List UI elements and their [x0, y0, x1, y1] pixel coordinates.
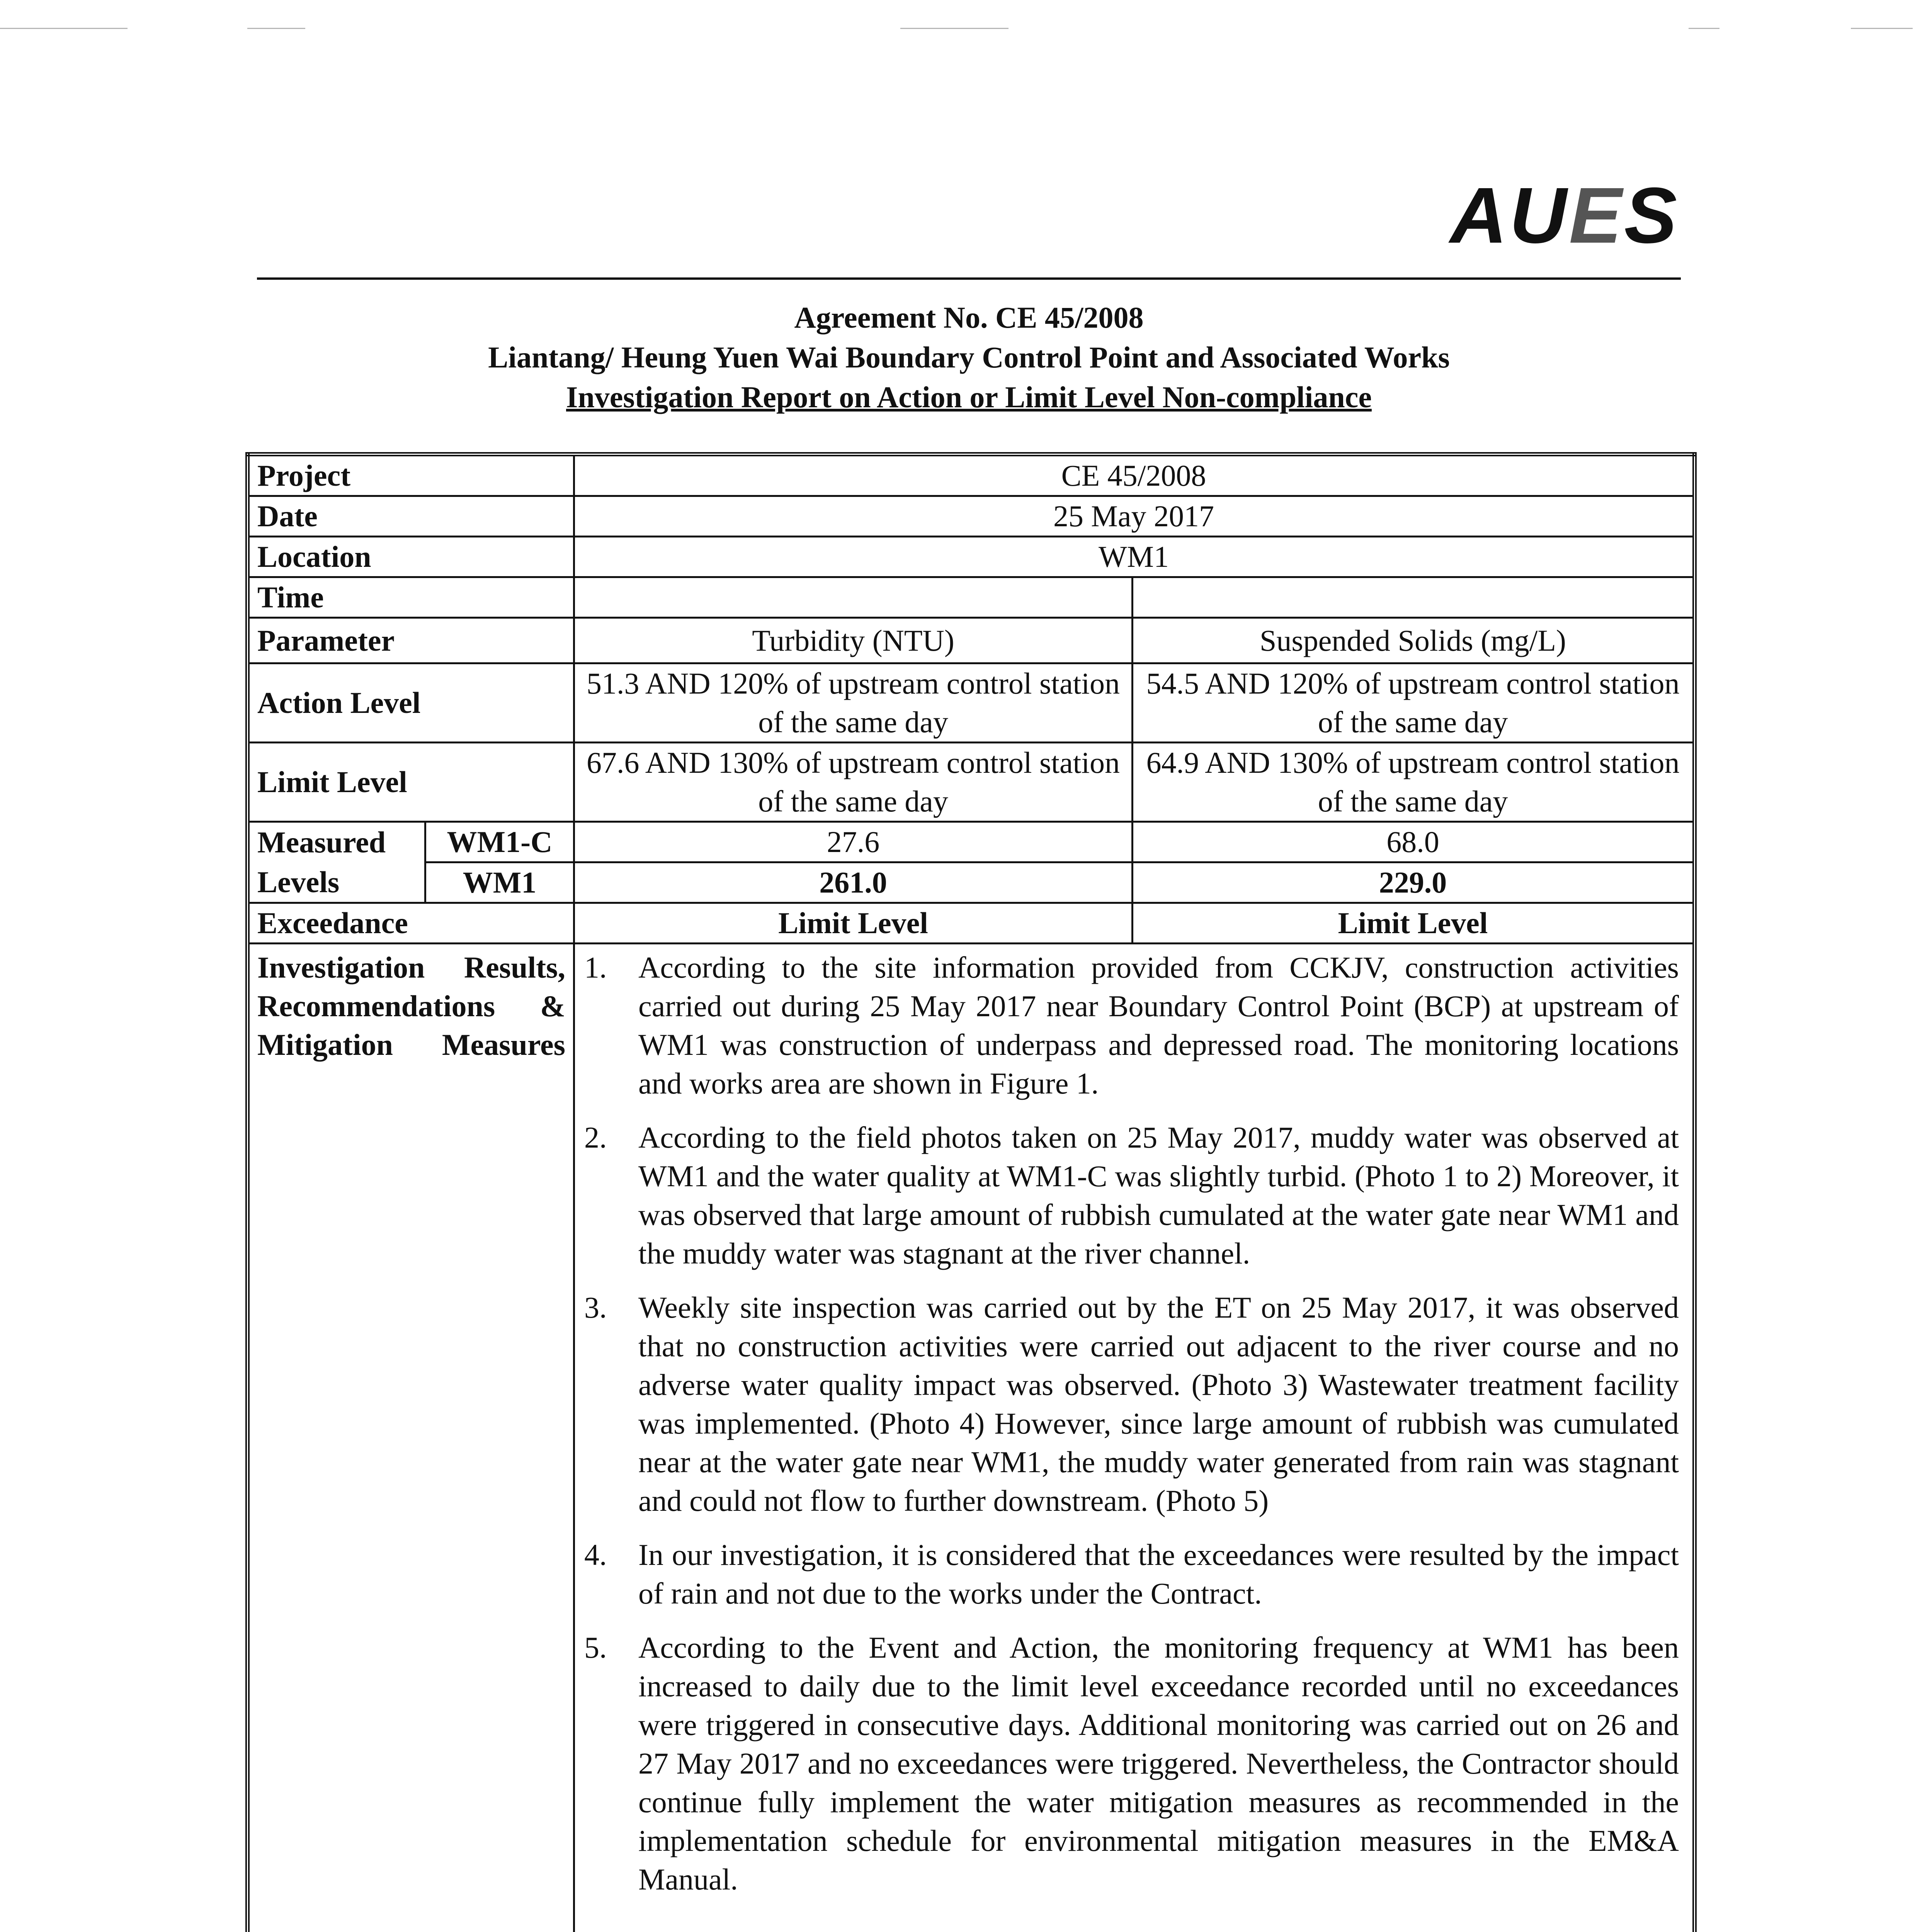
investigation-item — [584, 1628, 1679, 1899]
row-investigation — [248, 944, 1695, 1932]
investigation-item — [584, 1118, 1679, 1273]
header-rule — [257, 277, 1681, 280]
parameter-label: Parameter — [248, 618, 574, 663]
row-limit-level — [248, 743, 1695, 822]
measured-turbidity: 261.0 — [574, 862, 1133, 903]
limit-level-turbidity: 67.6 AND 130% of upstream control station of the same day — [574, 743, 1133, 822]
action-level-ss: 54.5 AND 120% of upstream control station of the same day — [1133, 663, 1695, 743]
levels-label: Levels — [248, 862, 425, 903]
scan-mark — [1689, 28, 1719, 29]
investigation-item — [584, 1536, 1679, 1613]
project-label: Project — [248, 454, 574, 496]
station-name: WM1 — [425, 862, 574, 903]
row-date — [248, 496, 1695, 537]
date-label: Date — [248, 496, 574, 537]
action-level-label: Action Level — [248, 663, 574, 743]
measured-label: Measured — [248, 822, 425, 862]
location-value: WM1 — [574, 537, 1695, 577]
report-table — [245, 452, 1697, 1932]
exceedance-ss: Limit Level — [1133, 903, 1695, 944]
investigation-item-text: According to the site information provided from CCKJV, construction activities carried out during 25 May 2017 near Boundary Control Point (BCP) at upstream of WM1 was construction of underpass and depressed road. The monitoring locations and works area are shown in Figure 1. — [638, 951, 1679, 1100]
row-project — [248, 454, 1695, 496]
investigation-item-text: In our investigation, it is considered that the exceedances were resulted by the impact of rain and not due to the works under the Contract. — [638, 1538, 1679, 1610]
limit-level-ss: 64.9 AND 130% of upstream control station of the same day — [1133, 743, 1695, 822]
investigation-item-text: According to the Event and Action, the monitoring frequency at WM1 has been increased to daily due to the limit level exceedance recorded until no exceedances were triggered in consecutive days. Additional monitoring was carried out on 26 and 27 May 2017 and no exceedances were triggered. Nevertheless, the Contractor should continue fully implement the water mitigation measures as recommended in the implementation schedule for environmental mitigation measures in the EM&A Manual. — [638, 1631, 1679, 1896]
investigation-item — [584, 948, 1679, 1103]
document-heading — [257, 298, 1681, 417]
company-logo: AUES — [1450, 171, 1679, 260]
exceedance-label: Exceedance — [248, 903, 574, 944]
measured-turbidity: 27.6 — [574, 822, 1133, 862]
row-exceedance — [248, 903, 1695, 944]
scan-mark — [247, 28, 305, 29]
time-value-ss — [1133, 577, 1695, 618]
measured-ss: 68.0 — [1133, 822, 1695, 862]
row-location — [248, 537, 1695, 577]
project-title: Liantang/ Heung Yuen Wai Boundary Control Point and Associated Works — [488, 340, 1450, 374]
agreement-number: Agreement No. CE 45/2008 — [794, 301, 1144, 334]
investigation-item-text: According to the field photos taken on 25 May 2017, muddy water was observed at WM1 and the water quality at WM1-C was slightly turbid. (Photo 1 to 2) Moreover, it was observed that large amount of rubbish cumulated at the water gate near WM1 and the muddy water was stagnant at the river channel. — [638, 1121, 1679, 1270]
scan-mark — [1851, 28, 1913, 29]
scan-mark — [900, 28, 1009, 29]
date-value: 25 May 2017 — [574, 496, 1695, 537]
investigation-list — [583, 948, 1679, 1899]
parameter-ss: Suspended Solids (mg/L) — [1133, 618, 1695, 663]
row-parameter — [248, 618, 1695, 663]
station-name: WM1-C — [425, 822, 574, 862]
row-measured-wm1c — [248, 822, 1695, 862]
measured-ss: 229.0 — [1133, 862, 1695, 903]
investigation-item-number: 5. — [584, 1631, 607, 1664]
report-title: Investigation Report on Action or Limit Level Non-compliance — [566, 380, 1372, 414]
row-time — [248, 577, 1695, 618]
investigation-item-text: Weekly site inspection was carried out by the ET on 25 May 2017, it was observed that no construction activities were carried out adjacent to the river course and no adverse water quality impact was observed. (Photo 3) Wastewater treatment facility was implemented. (Photo 4) However, since large amount of rubbish was cumulated near at the water gate near WM1, the muddy water generated from rain was stagnant and could not flow to further downstream. (Photo 5) — [638, 1291, 1679, 1517]
project-value: CE 45/2008 — [574, 454, 1695, 496]
row-measured-wm1 — [248, 862, 1695, 903]
location-label: Location — [248, 537, 574, 577]
action-level-turbidity: 51.3 AND 120% of upstream control station of the same day — [574, 663, 1133, 743]
exceedance-turbidity: Limit Level — [574, 903, 1133, 944]
time-value-turbidity — [574, 577, 1133, 618]
time-label: Time — [248, 577, 574, 618]
investigation-content — [574, 944, 1695, 1932]
scan-mark — [0, 28, 128, 29]
investigation-label: Investigation Results, Recommendations & Mitigation Measures — [248, 944, 574, 1932]
row-action-level — [248, 663, 1695, 743]
limit-level-label: Limit Level — [248, 743, 574, 822]
investigation-item-number: 2. — [584, 1121, 607, 1154]
investigation-item-number: 3. — [584, 1291, 607, 1324]
parameter-turbidity: Turbidity (NTU) — [574, 618, 1133, 663]
investigation-item-number: 1. — [584, 951, 607, 984]
investigation-item — [584, 1288, 1679, 1520]
investigation-item-number: 4. — [584, 1538, 607, 1571]
